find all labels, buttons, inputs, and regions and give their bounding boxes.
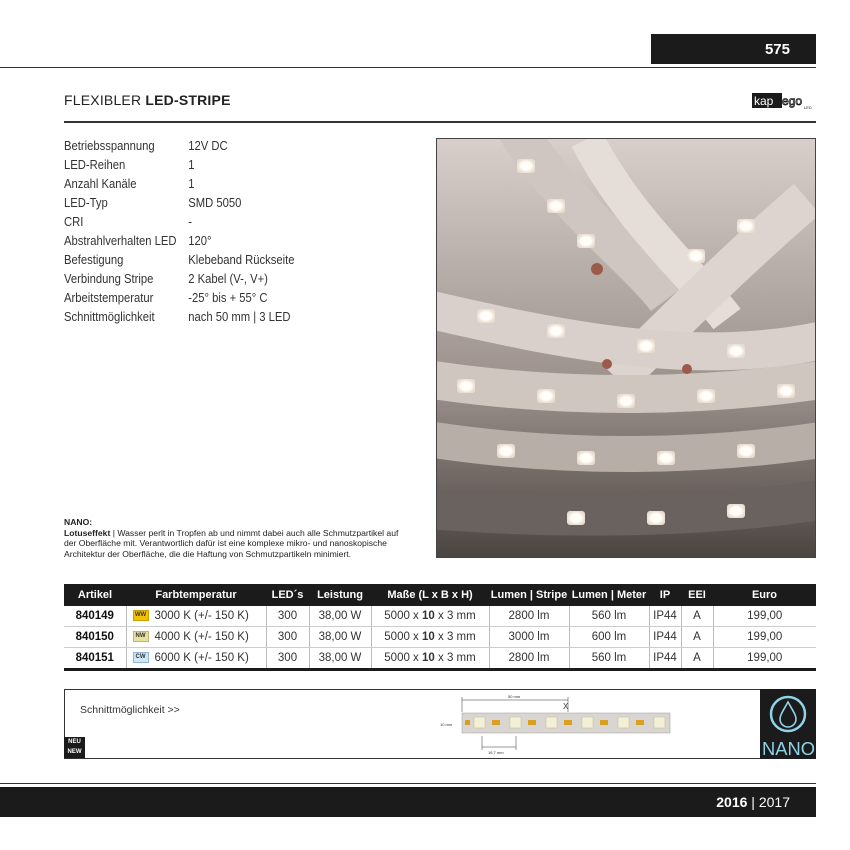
logo-sub: LED [804,105,812,110]
spec-value: 2 Kabel (V-, V+) [188,272,268,286]
ww-badge: WW [133,610,149,621]
spec-label: Schnittmöglichkeit [64,310,155,324]
spec-label: Abstrahlverhalten LED [64,234,177,248]
cell-masse [371,606,489,627]
spec-value: SMD 5050 [188,196,242,210]
led-stripe-image [437,139,816,558]
cell-leds: 300 [266,606,309,627]
th-farbtemperatur: Farbtemperatur [126,584,266,606]
cell-masse [371,627,489,648]
masse-part: 5000 x [384,610,423,622]
cell-eei: A [681,627,713,648]
table-row [64,606,816,627]
spec-label: LED-Reihen [64,158,126,172]
cell-ip: IP44 [649,648,681,670]
nano-logo-text: NANO [762,739,815,759]
nano-logo [760,689,816,759]
product-table [64,584,816,671]
spec-label: Anzahl Kanäle [64,177,137,191]
th-lumen-meter: Lumen | Meter [569,584,649,606]
th-masse: Maße (L x B x H) [371,584,489,606]
cell-ip: IP44 [649,627,681,648]
masse-part: x 3 mm [434,610,476,622]
spec-value: -25° bis + 55° C [188,291,268,305]
cell-farbtemperatur [126,606,266,627]
page-number-box [651,34,816,64]
cell-eei: A [681,606,713,627]
cell-ip: IP44 [649,606,681,627]
masse-width: 10 [422,652,435,664]
cell-farbtemperatur [126,648,266,670]
spec-label: LED-Typ [64,196,108,210]
cell-farbtemperatur [126,627,266,648]
bottom-rule [0,783,816,784]
cw-badge: CW [133,652,149,663]
farb-value: 6000 K (+/- 150 K) [154,652,249,664]
page-number: 575 [764,41,790,58]
table-header-row [64,584,816,606]
farb-value: 3000 K (+/- 150 K) [154,610,249,622]
masse-part: x 3 mm [434,631,476,643]
spec-row [64,270,268,289]
cell-artikel: 840149 [64,606,126,627]
th-euro: Euro [713,584,816,606]
cut-diagram [440,692,680,756]
cell-eei: A [681,648,713,670]
cell-leistung: 38,00 W [309,627,371,648]
masse-part: x 3 mm [434,652,476,664]
spec-value: 12V DC [188,139,228,153]
th-leistung: Leistung [309,584,371,606]
spec-row [64,213,192,232]
th-artikel: Artikel [64,584,126,606]
catalog-year [716,794,790,810]
spec-label: Arbeitstemperatur [64,291,154,305]
th-ip: IP [649,584,681,606]
new-label: NEW [67,749,82,755]
nano-bold: Lotuseffekt [64,527,111,538]
nano-description [64,517,409,559]
spec-value: 120° [188,234,212,248]
cell-artikel: 840151 [64,648,126,670]
spec-label: Befestigung [64,253,124,267]
spec-value: 1 [188,158,195,172]
spec-row [64,137,228,156]
spec-row [64,156,194,175]
cell-artikel: 840150 [64,627,126,648]
logo-brand-right: ego [782,94,803,108]
spec-row [64,251,295,270]
nano-heading: NANO: [64,517,93,527]
dim-side-label: 10 mm [440,722,453,727]
cell-euro: 199,00 [713,627,816,648]
product-photo [436,138,816,558]
kapego-logo [752,92,816,110]
th-leds: LED´s [266,584,309,606]
spec-label: Verbindung Stripe [64,272,154,286]
spec-row [64,232,211,251]
nano-body: | Wasser perlt in Tropfen ab und nimmt dabei auch alle Schmutzpartikel auf der Oberfläche mit. Verantwortlich dafür ist eine komplexe mikro- und nanoskopische Architektur der Oberfläche, die die Haftung von Schmutzpartikeln minimiert. [64,527,399,559]
title-bold: LED-STRIPE [145,92,231,108]
table-row [64,627,816,648]
cell-leds: 300 [266,627,309,648]
cell-lumen-stripe: 2800 lm [489,606,569,627]
spec-label: Betriebsspannung [64,139,155,153]
top-rule [0,67,816,68]
cell-euro: 199,00 [713,648,816,670]
spec-value: nach 50 mm | 3 LED [188,310,291,324]
cut-mark: X [563,702,569,711]
cell-leistung: 38,00 W [309,606,371,627]
spec-row [64,194,241,213]
masse-width: 10 [422,631,435,643]
spec-value: - [188,215,192,229]
cell-lumen-meter: 600 lm [569,627,649,648]
spec-row [64,175,194,194]
cell-euro: 199,00 [713,606,816,627]
masse-width: 10 [422,610,435,622]
cell-lumen-stripe: 2800 lm [489,648,569,670]
title-rule [64,121,816,123]
table-row [64,648,816,670]
spec-value: Klebeband Rückseite [188,253,295,267]
masse-part: 5000 x [384,652,423,664]
title-prefix: FLEXIBLER [64,92,142,108]
cell-lumen-meter: 560 lm [569,648,649,670]
page-title [64,92,231,108]
footer-bar [0,787,816,817]
year-current: 2016 [716,794,748,810]
year-next: 2017 [758,794,790,810]
th-lumen-stripe: Lumen | Stripe [489,584,569,606]
logo-brand-left: kap [754,94,774,108]
dim-bottom-label: 16,7 mm [488,750,504,755]
cell-masse [371,648,489,670]
spec-row [64,289,268,308]
spec-value: 1 [188,177,195,191]
cell-leds: 300 [266,648,309,670]
cell-lumen-stripe: 3000 lm [489,627,569,648]
neu-label: NEU [68,739,81,745]
spec-row [64,308,291,327]
neu-new-badge [64,737,85,758]
cell-leistung: 38,00 W [309,648,371,670]
masse-part: 5000 x [384,631,423,643]
farb-value: 4000 K (+/- 150 K) [154,631,249,643]
year-separator: | [747,794,759,810]
cut-label: Schnittmöglichkeit >> [80,704,180,716]
th-eei: EEI [681,584,713,606]
nw-badge: NW [133,631,149,642]
cell-lumen-meter: 560 lm [569,606,649,627]
spec-label: CRI [64,215,84,229]
dim-top-label: 50 mm [508,694,521,699]
